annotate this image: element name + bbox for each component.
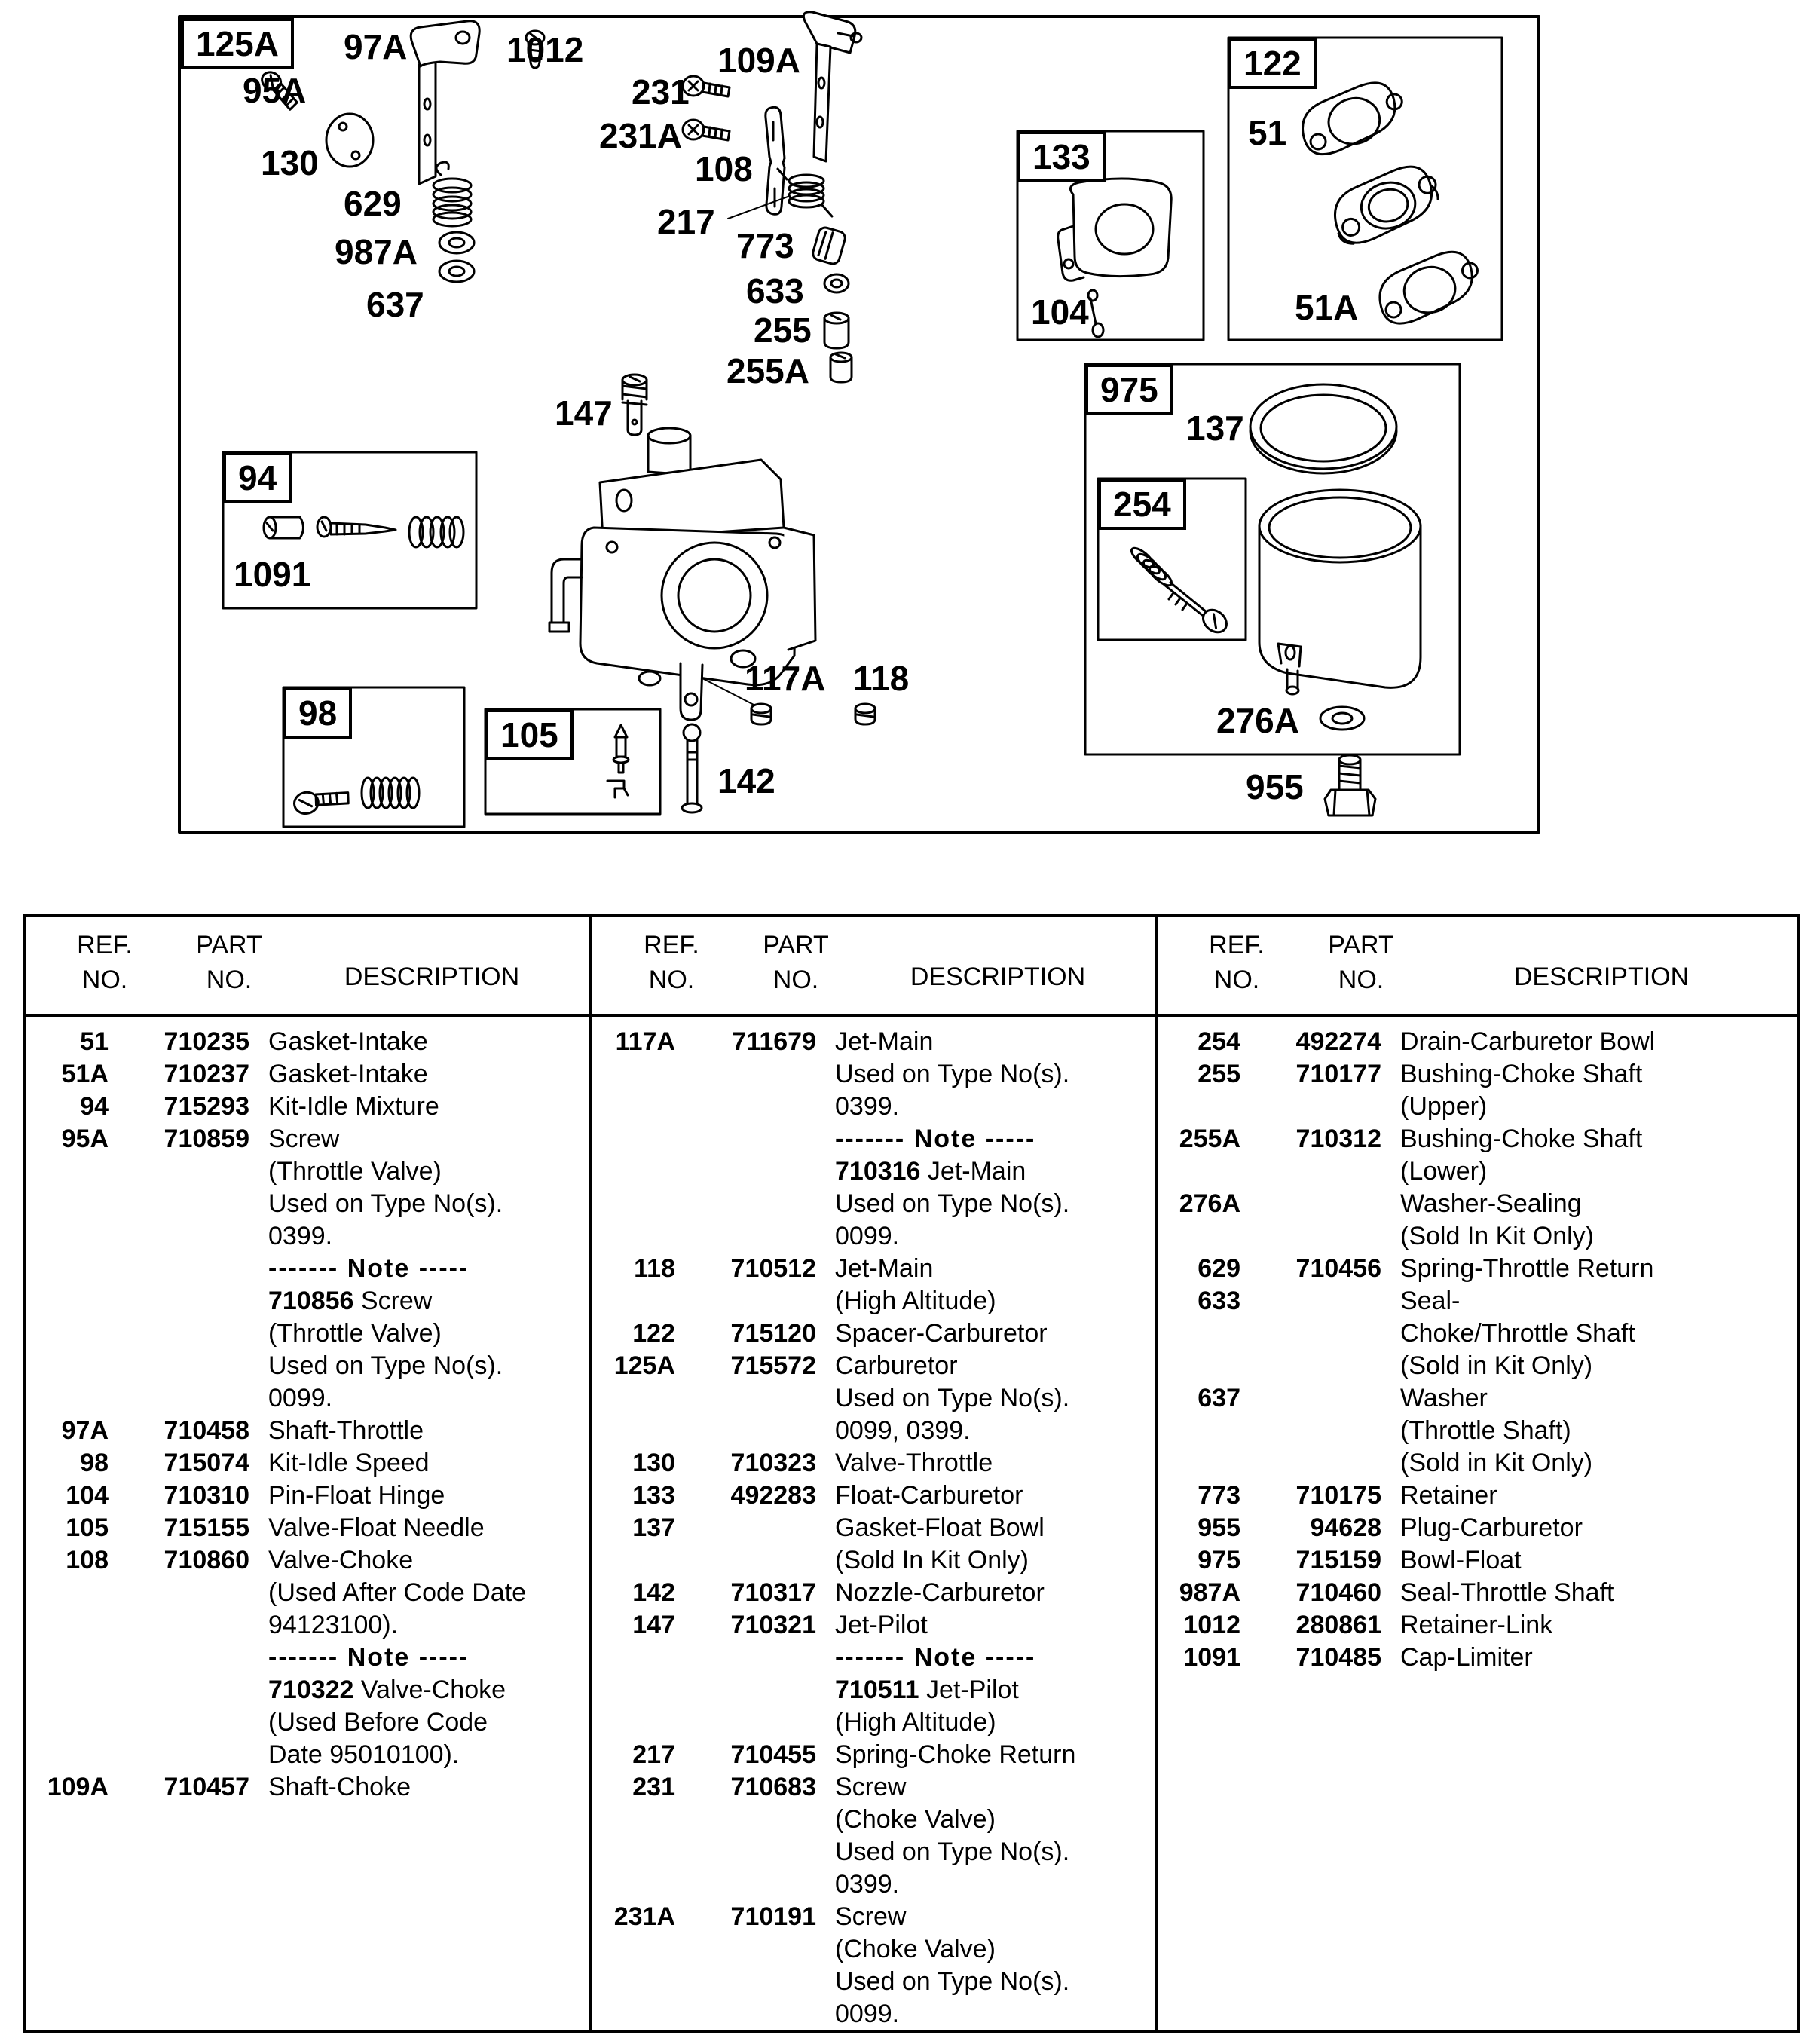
ref-no: 122: [632, 1319, 675, 1348]
callout-1012: 1012: [506, 30, 584, 69]
callout-95A: 95A: [243, 71, 307, 110]
part-no: 94628: [1310, 1513, 1381, 1542]
callout-51: 51: [1248, 113, 1287, 152]
header-part: PART: [196, 931, 262, 959]
callout-1091: 1091: [234, 555, 311, 594]
table-row-98: [26, 1447, 589, 1480]
description-line: Spring-Choke Return: [835, 1740, 1076, 1769]
callout-773: 773: [736, 226, 794, 265]
description: [816, 1609, 1155, 1739]
callout-105: 105: [485, 709, 574, 760]
ref-no: 98: [80, 1449, 109, 1477]
description: [1381, 1058, 1797, 1123]
ref-no: 955: [1198, 1513, 1240, 1542]
description-line: 710511 Jet-Pilot: [835, 1675, 1019, 1704]
description-line: Bushing-Choke Shaft: [1400, 1060, 1643, 1088]
part-no: 280861: [1295, 1611, 1381, 1639]
callout-637: 637: [366, 285, 424, 324]
description: [1381, 1026, 1797, 1058]
description-line: Gasket-Intake: [268, 1027, 428, 1056]
ref-no: 276A: [1179, 1189, 1240, 1218]
table-row-118: [592, 1253, 1155, 1317]
table-row-955: [1158, 1512, 1797, 1544]
description-line: Washer: [1400, 1384, 1488, 1412]
description-line: (Throttle Valve): [268, 1157, 442, 1186]
description-line: (Sold In Kit Only): [1400, 1222, 1594, 1250]
description-line: Nozzle-Carburetor: [835, 1578, 1045, 1607]
part-no: 715120: [730, 1319, 816, 1348]
callout-122: 122: [1228, 38, 1317, 89]
description-line: Jet-Pilot: [835, 1611, 928, 1639]
description-line: Jet-Main: [835, 1254, 934, 1283]
ref-no: 51: [80, 1027, 109, 1056]
description: [1381, 1188, 1797, 1253]
callout-51A: 51A: [1295, 288, 1359, 327]
description: [816, 1739, 1155, 1771]
callout-133: 133: [1017, 131, 1106, 182]
table-row-133: [592, 1480, 1155, 1512]
description-line: Bushing-Choke Shaft: [1400, 1125, 1643, 1153]
table-column-1: [26, 1017, 592, 2033]
table-row-125A: [592, 1350, 1155, 1447]
table-row-137: [592, 1512, 1155, 1577]
description-line: 0099.: [835, 2000, 900, 2028]
description: [1381, 1642, 1797, 1674]
table-row-637: [1158, 1382, 1797, 1480]
description-line: (Upper): [1400, 1092, 1488, 1121]
description-line: Spacer-Carburetor: [835, 1319, 1048, 1348]
table-row-104: [26, 1480, 589, 1512]
ref-no: 1012: [1183, 1611, 1240, 1639]
callout-231A: 231A: [599, 116, 682, 155]
ref-no: 147: [632, 1611, 675, 1639]
description-line: Gasket-Intake: [268, 1060, 428, 1088]
description-line: Used on Type No(s).: [268, 1189, 503, 1218]
ref-no: 133: [632, 1481, 675, 1510]
part-no: 710323: [730, 1449, 816, 1477]
ref-no: 130: [632, 1449, 675, 1477]
table-row-1012: [1158, 1609, 1797, 1642]
callout-125A: 125A: [181, 18, 294, 69]
description: [249, 1026, 589, 1058]
description-line: 0099, 0399.: [835, 1416, 971, 1445]
ref-no: 231: [632, 1773, 675, 1801]
description: [1381, 1480, 1797, 1512]
ref-no: 109A: [47, 1773, 109, 1801]
table-row-94: [26, 1091, 589, 1123]
callout-955: 955: [1246, 767, 1304, 806]
table-row-117A: [592, 1026, 1155, 1253]
table-row-255A: [1158, 1123, 1797, 1188]
description-line: Spring-Throttle Return: [1400, 1254, 1654, 1283]
description-line: Seal-Throttle Shaft: [1400, 1578, 1614, 1607]
ref-no: 105: [66, 1513, 109, 1542]
description-line: Screw: [268, 1125, 340, 1153]
description: [816, 1350, 1155, 1447]
description: [1381, 1577, 1797, 1609]
table-row-51: [26, 1026, 589, 1058]
description-line: Jet-Main: [835, 1027, 934, 1056]
description: [1381, 1512, 1797, 1544]
description-line: Cap-Limiter: [1400, 1643, 1533, 1672]
description-line: Date 95010100).: [268, 1740, 460, 1769]
callout-255A: 255A: [726, 351, 809, 390]
ref-no: 94: [80, 1092, 109, 1121]
callout-130: 130: [261, 143, 319, 182]
callout-117A: 117A: [745, 659, 826, 698]
callout-94: 94: [223, 452, 292, 503]
header-ref: REF.: [1209, 931, 1265, 959]
part-no: 710460: [1295, 1578, 1381, 1607]
description: [249, 1771, 589, 1804]
description-line: Washer-Sealing: [1400, 1189, 1582, 1218]
description-line: 710856 Screw: [268, 1287, 433, 1315]
table-row-987A: [1158, 1577, 1797, 1609]
ref-no: 231A: [613, 1902, 675, 1931]
callout-987A: 987A: [335, 232, 418, 271]
description: [249, 1091, 589, 1123]
ref-no: 217: [632, 1740, 675, 1769]
callout-137: 137: [1186, 409, 1244, 448]
description-line: Screw: [835, 1773, 907, 1801]
description-line: 0399.: [268, 1222, 333, 1250]
description-line: 0399.: [835, 1092, 900, 1121]
parts-table-header: [26, 917, 1797, 1017]
table-column-3: [1158, 1017, 1797, 2033]
description-line: Used on Type No(s).: [268, 1351, 503, 1380]
description: [1381, 1123, 1797, 1188]
part-no: 710237: [164, 1060, 249, 1088]
part-no: 710312: [1295, 1125, 1381, 1153]
table-row-147: [592, 1609, 1155, 1739]
description: [1381, 1544, 1797, 1577]
parts-table: [23, 914, 1800, 2033]
callout-109A: 109A: [717, 41, 800, 80]
description-line: Used on Type No(s).: [835, 1838, 1070, 1866]
part-no: 710317: [730, 1578, 816, 1607]
ref-no: 629: [1198, 1254, 1240, 1283]
description-line: 710322 Valve-Choke: [268, 1675, 506, 1704]
ref-no: 987A: [1179, 1578, 1240, 1607]
description: [816, 1317, 1155, 1350]
description: [816, 1512, 1155, 1577]
callout-147: 147: [555, 393, 613, 433]
header-cell: REF. NO. PART NO. DESCRIPTION: [26, 917, 592, 1014]
table-row-633: [1158, 1285, 1797, 1382]
header-description: DESCRIPTION: [1513, 962, 1690, 991]
description: [816, 1577, 1155, 1609]
callout-98: 98: [283, 687, 352, 739]
description-line: Kit-Idle Mixture: [268, 1092, 439, 1121]
callout-217: 217: [657, 202, 715, 241]
description-line: Retainer-Link: [1400, 1611, 1553, 1639]
ref-no: 773: [1198, 1481, 1240, 1510]
description-line: Used on Type No(s).: [835, 1189, 1070, 1218]
part-no: 710512: [730, 1254, 816, 1283]
description: [1381, 1382, 1797, 1480]
ref-no: 118: [634, 1254, 675, 1283]
part-no: 710235: [164, 1027, 249, 1056]
description-line: 0099.: [268, 1384, 333, 1412]
description-line: Screw: [835, 1902, 907, 1931]
ref-no: 1091: [1183, 1643, 1240, 1672]
callout-97A: 97A: [344, 27, 408, 66]
part-no: [1240, 1382, 1381, 1480]
description-line: Carburetor: [835, 1351, 958, 1380]
note-line: ------- Note -----: [835, 1643, 1036, 1672]
part-no: 710191: [730, 1902, 816, 1931]
header-part: PART: [1328, 931, 1394, 959]
table-row-975: [1158, 1544, 1797, 1577]
callout-975: 975: [1085, 364, 1173, 415]
part-no: [1240, 1285, 1381, 1382]
description-line: (Used Before Code: [268, 1708, 488, 1737]
ref-no: 637: [1198, 1384, 1240, 1412]
ref-no: 125A: [613, 1351, 675, 1380]
description-line: Seal-: [1400, 1287, 1461, 1315]
part-no: [1240, 1188, 1381, 1253]
description-line: (Sold In Kit Only): [835, 1546, 1029, 1574]
description-line: Used on Type No(s).: [835, 1384, 1070, 1412]
description-line: Valve-Choke: [268, 1546, 414, 1574]
table-row-255: [1158, 1058, 1797, 1123]
description-line: (Sold in Kit Only): [1400, 1449, 1593, 1477]
description: [249, 1058, 589, 1091]
description: [1381, 1253, 1797, 1285]
table-row-122: [592, 1317, 1155, 1350]
part-no: 710457: [164, 1773, 249, 1801]
header-cell: REF. NO. PART NO. DESCRIPTION: [592, 917, 1158, 1014]
description-line: (Used After Code Date: [268, 1578, 527, 1607]
part-no: 492274: [1295, 1027, 1381, 1056]
table-row-217: [592, 1739, 1155, 1771]
description: [1381, 1609, 1797, 1642]
description-line: Used on Type No(s).: [835, 1967, 1070, 1996]
table-row-108: [26, 1544, 589, 1771]
description-line: (Sold in Kit Only): [1400, 1351, 1593, 1380]
description: [816, 1253, 1155, 1317]
description-line: Shaft-Choke: [268, 1773, 411, 1801]
description-line: (High Altitude): [835, 1708, 996, 1737]
description-line: (Throttle Valve): [268, 1319, 442, 1348]
table-row-142: [592, 1577, 1155, 1609]
note-line: ------- Note -----: [835, 1125, 1036, 1153]
part-no: 710177: [1295, 1060, 1381, 1088]
ref-no: 117A: [615, 1027, 675, 1056]
header-description: DESCRIPTION: [910, 962, 1086, 991]
part-no: 715572: [730, 1351, 816, 1380]
callout-629: 629: [344, 184, 402, 223]
description-line: (Lower): [1400, 1157, 1488, 1186]
description: [816, 1480, 1155, 1512]
callout-231: 231: [632, 72, 690, 112]
description: [249, 1512, 589, 1544]
ref-no: 108: [66, 1546, 109, 1574]
part-no: [675, 1512, 816, 1577]
part-no: 710859: [164, 1125, 249, 1153]
description: [816, 1447, 1155, 1480]
callout-254: 254: [1098, 479, 1186, 530]
description-line: Drain-Carburetor Bowl: [1400, 1027, 1656, 1056]
description-line: Gasket-Float Bowl: [835, 1513, 1045, 1542]
callout-118: 118: [853, 659, 910, 698]
description: [249, 1123, 589, 1415]
note-line: ------- Note -----: [268, 1254, 470, 1283]
description-line: Pin-Float Hinge: [268, 1481, 445, 1510]
ref-no: 255: [1198, 1060, 1240, 1088]
header-ref: REF.: [644, 931, 699, 959]
table-row-231A: [592, 1901, 1155, 2030]
description: [249, 1415, 589, 1447]
table-row-97A: [26, 1415, 589, 1447]
part-no: 710455: [730, 1740, 816, 1769]
part-no: 710310: [164, 1481, 249, 1510]
ref-no: 137: [632, 1513, 675, 1542]
ref-no: 142: [632, 1578, 675, 1607]
description-line: 0099.: [835, 1222, 900, 1250]
description-line: Choke/Throttle Shaft: [1400, 1319, 1635, 1348]
parts-table-body: [26, 1017, 1797, 2033]
description-line: Valve-Float Needle: [268, 1513, 485, 1542]
ref-no: 51A: [61, 1060, 109, 1088]
part-no: 711679: [732, 1027, 816, 1056]
description: [816, 1901, 1155, 2030]
description-line: Used on Type No(s).: [835, 1060, 1070, 1088]
part-no: 710175: [1295, 1481, 1381, 1510]
header-description: DESCRIPTION: [344, 962, 520, 991]
ref-no: 254: [1198, 1027, 1240, 1056]
part-no: 710321: [730, 1611, 816, 1639]
callout-276A: 276A: [1216, 701, 1299, 740]
description: [816, 1771, 1155, 1901]
ref-no: 633: [1198, 1287, 1240, 1315]
table-row-231: [592, 1771, 1155, 1901]
description-line: (High Altitude): [835, 1287, 996, 1315]
callout-108: 108: [695, 149, 753, 188]
table-column-2: [592, 1017, 1158, 2033]
header-part: PART: [763, 931, 829, 959]
table-row-629: [1158, 1253, 1797, 1285]
description: [1381, 1285, 1797, 1382]
description-line: 0399.: [835, 1870, 900, 1899]
callout-255: 255: [754, 311, 812, 350]
description-line: Bowl-Float: [1400, 1546, 1522, 1574]
description-line: Retainer: [1400, 1481, 1497, 1510]
description-line: (Throttle Shaft): [1400, 1416, 1571, 1445]
part-no: 710458: [164, 1416, 249, 1445]
description: [816, 1026, 1155, 1253]
description-line: 94123100).: [268, 1611, 399, 1639]
description-line: (Choke Valve): [835, 1805, 996, 1834]
table-row-773: [1158, 1480, 1797, 1512]
table-row-109A: [26, 1771, 589, 1804]
table-row-51A: [26, 1058, 589, 1091]
callout-104: 104: [1031, 292, 1089, 332]
description-line: Float-Carburetor: [835, 1481, 1023, 1510]
ref-no: 255A: [1179, 1125, 1240, 1153]
table-row-276A: [1158, 1188, 1797, 1253]
part-no: 715155: [164, 1513, 249, 1542]
header-ref: REF.: [77, 931, 133, 959]
part-no: 715074: [164, 1449, 249, 1477]
header-cell: REF. NO. PART NO. DESCRIPTION: [1158, 917, 1797, 1014]
description-line: (Choke Valve): [835, 1935, 996, 1963]
ref-no: 104: [66, 1481, 109, 1510]
description: [249, 1480, 589, 1512]
ref-no: 95A: [61, 1125, 109, 1153]
description: [249, 1447, 589, 1480]
table-row-254: [1158, 1026, 1797, 1058]
table-row-130: [592, 1447, 1155, 1480]
part-no: 715293: [164, 1092, 249, 1121]
part-no: 710485: [1295, 1643, 1381, 1672]
description: [249, 1544, 589, 1771]
part-no: 715159: [1295, 1546, 1381, 1574]
note-line: ------- Note -----: [268, 1643, 470, 1672]
part-no: 710456: [1295, 1254, 1381, 1283]
callout-142: 142: [717, 761, 775, 800]
callout-layer: [0, 0, 1820, 874]
description-line: 710316 Jet-Main: [835, 1157, 1026, 1186]
callout-633: 633: [746, 271, 804, 311]
part-no: 710860: [164, 1546, 249, 1574]
ref-no: 97A: [61, 1416, 109, 1445]
description-line: Plug-Carburetor: [1400, 1513, 1583, 1542]
part-no: 492283: [730, 1481, 816, 1510]
description-line: Kit-Idle Speed: [268, 1449, 430, 1477]
ref-no: 975: [1198, 1546, 1240, 1574]
table-row-1091: [1158, 1642, 1797, 1674]
table-row-95A: [26, 1123, 589, 1415]
table-row-105: [26, 1512, 589, 1544]
description-line: Shaft-Throttle: [268, 1416, 424, 1445]
description-line: Valve-Throttle: [835, 1449, 993, 1477]
part-no: 710683: [730, 1773, 816, 1801]
